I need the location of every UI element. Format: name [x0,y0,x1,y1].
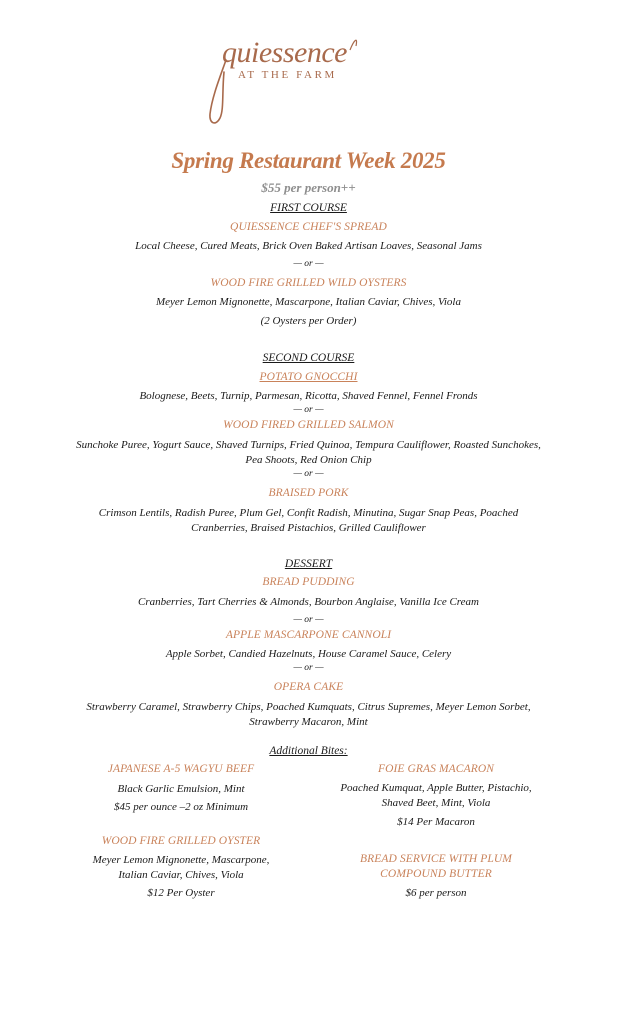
second-course-or-2: — or — [293,469,324,479]
additional-left-column [70,763,292,913]
first-course-or-1: — or — [293,259,324,269]
dessert-desc-2: Apple Sorbet, Candied Hazelnuts, House Caramel Sauce, Celery [165,648,452,660]
first-course-dish-1: QUIESSENCE CHEF'S SPREAD [230,221,387,233]
dessert-desc-3: Strawberry Caramel, Strawberry Chips, Poached Kumquats, Citrus Supremes, Meyer Lemon Sorbet, Strawberry Macaron, Mint [86,701,531,728]
menu-title: Spring Restaurant Week 2025 [171,148,446,173]
dessert-dish-3: OPERA CAKE [273,681,344,693]
second-course-desc-1: Bolognese, Beets, Turnip, Parmesan, Ricotta, Shaved Fennel, Fennel Fronds [139,390,478,402]
dessert-desc-1: Cranberries, Tart Cherries & Almonds, Bourbon Anglaise, Vanilla Ice Cream [137,596,479,608]
menu-price: $55 per person++ [261,180,356,195]
first-course-note-2: (2 Oysters per Order) [260,315,357,327]
dessert-heading: DESSERT [284,558,333,570]
dessert-or-2: — or — [293,663,324,673]
logo-wordmark: quiessence [222,36,347,69]
logo-subtitle: AT THE FARM [238,69,337,81]
additional-item-desc: Poached Kumquat, Apple Butter, Pistachio, Shaved Beet, Mint, Viola [340,782,532,809]
additional-item-price: $12 Per Oyster [147,887,215,899]
additional-item-name: FOIE GRAS MACARON [377,763,495,775]
additional-item-price: $14 Per Macaron [397,816,475,828]
additional-right-column [322,763,550,913]
second-course-dish-1: POTATO GNOCCHI [259,371,358,383]
second-course-dish-3: BRAISED PORK [268,487,349,499]
restaurant-logo [200,22,400,132]
additional-item-price: $45 per ounce –2 oz Minimum [113,801,249,813]
additional-item-desc: Black Garlic Emulsion, Mint [117,783,245,795]
first-course-desc-2: Meyer Lemon Mignonette, Mascarpone, Italian Caviar, Chives, Viola [156,296,461,308]
first-course-heading: FIRST COURSE [270,202,347,214]
additional-item-desc: Meyer Lemon Mignonette, Mascarpone, Italian Caviar, Chives, Viola [92,854,270,881]
dessert-dish-1: BREAD PUDDING [262,576,355,588]
first-course-desc-1: Local Cheese, Cured Meats, Brick Oven Baked Artisan Loaves, Seasonal Jams [135,240,482,252]
additional-bites-heading: Additional Bites: [269,745,348,757]
second-course-dish-2: WOOD FIRED GRILLED SALMON [223,419,394,431]
additional-item-name: JAPANESE A-5 WAGYU BEEF [107,763,255,775]
dessert-or-1: — or — [293,615,324,625]
second-course-desc-3: Crimson Lentils, Radish Puree, Plum Gel, Confit Radish, Minutina, Sugar Snap Peas, Poached Cranberries, Braised Pistachios, Grilled Cauliflower [98,507,519,534]
first-course-dish-2: WOOD FIRE GRILLED WILD OYSTERS [210,277,407,289]
additional-item-name: BREAD SERVICE WITH PLUM COMPOUND BUTTER [360,853,512,880]
additional-item-name: WOOD FIRE GRILLED OYSTER [101,835,261,847]
second-course-heading: SECOND COURSE [262,352,355,364]
second-course-desc-2: Sunchoke Puree, Yogurt Sauce, Shaved Turnips, Fried Quinoa, Tempura Cauliflower, Roasted Sunchokes, Pea Shoots, Red Onion Chip [76,439,541,466]
second-course-or-1: — or — [293,405,324,415]
additional-item-price: $6 per person [405,887,467,899]
dessert-dish-2: APPLE MASCARPONE CANNOLI [225,629,392,641]
